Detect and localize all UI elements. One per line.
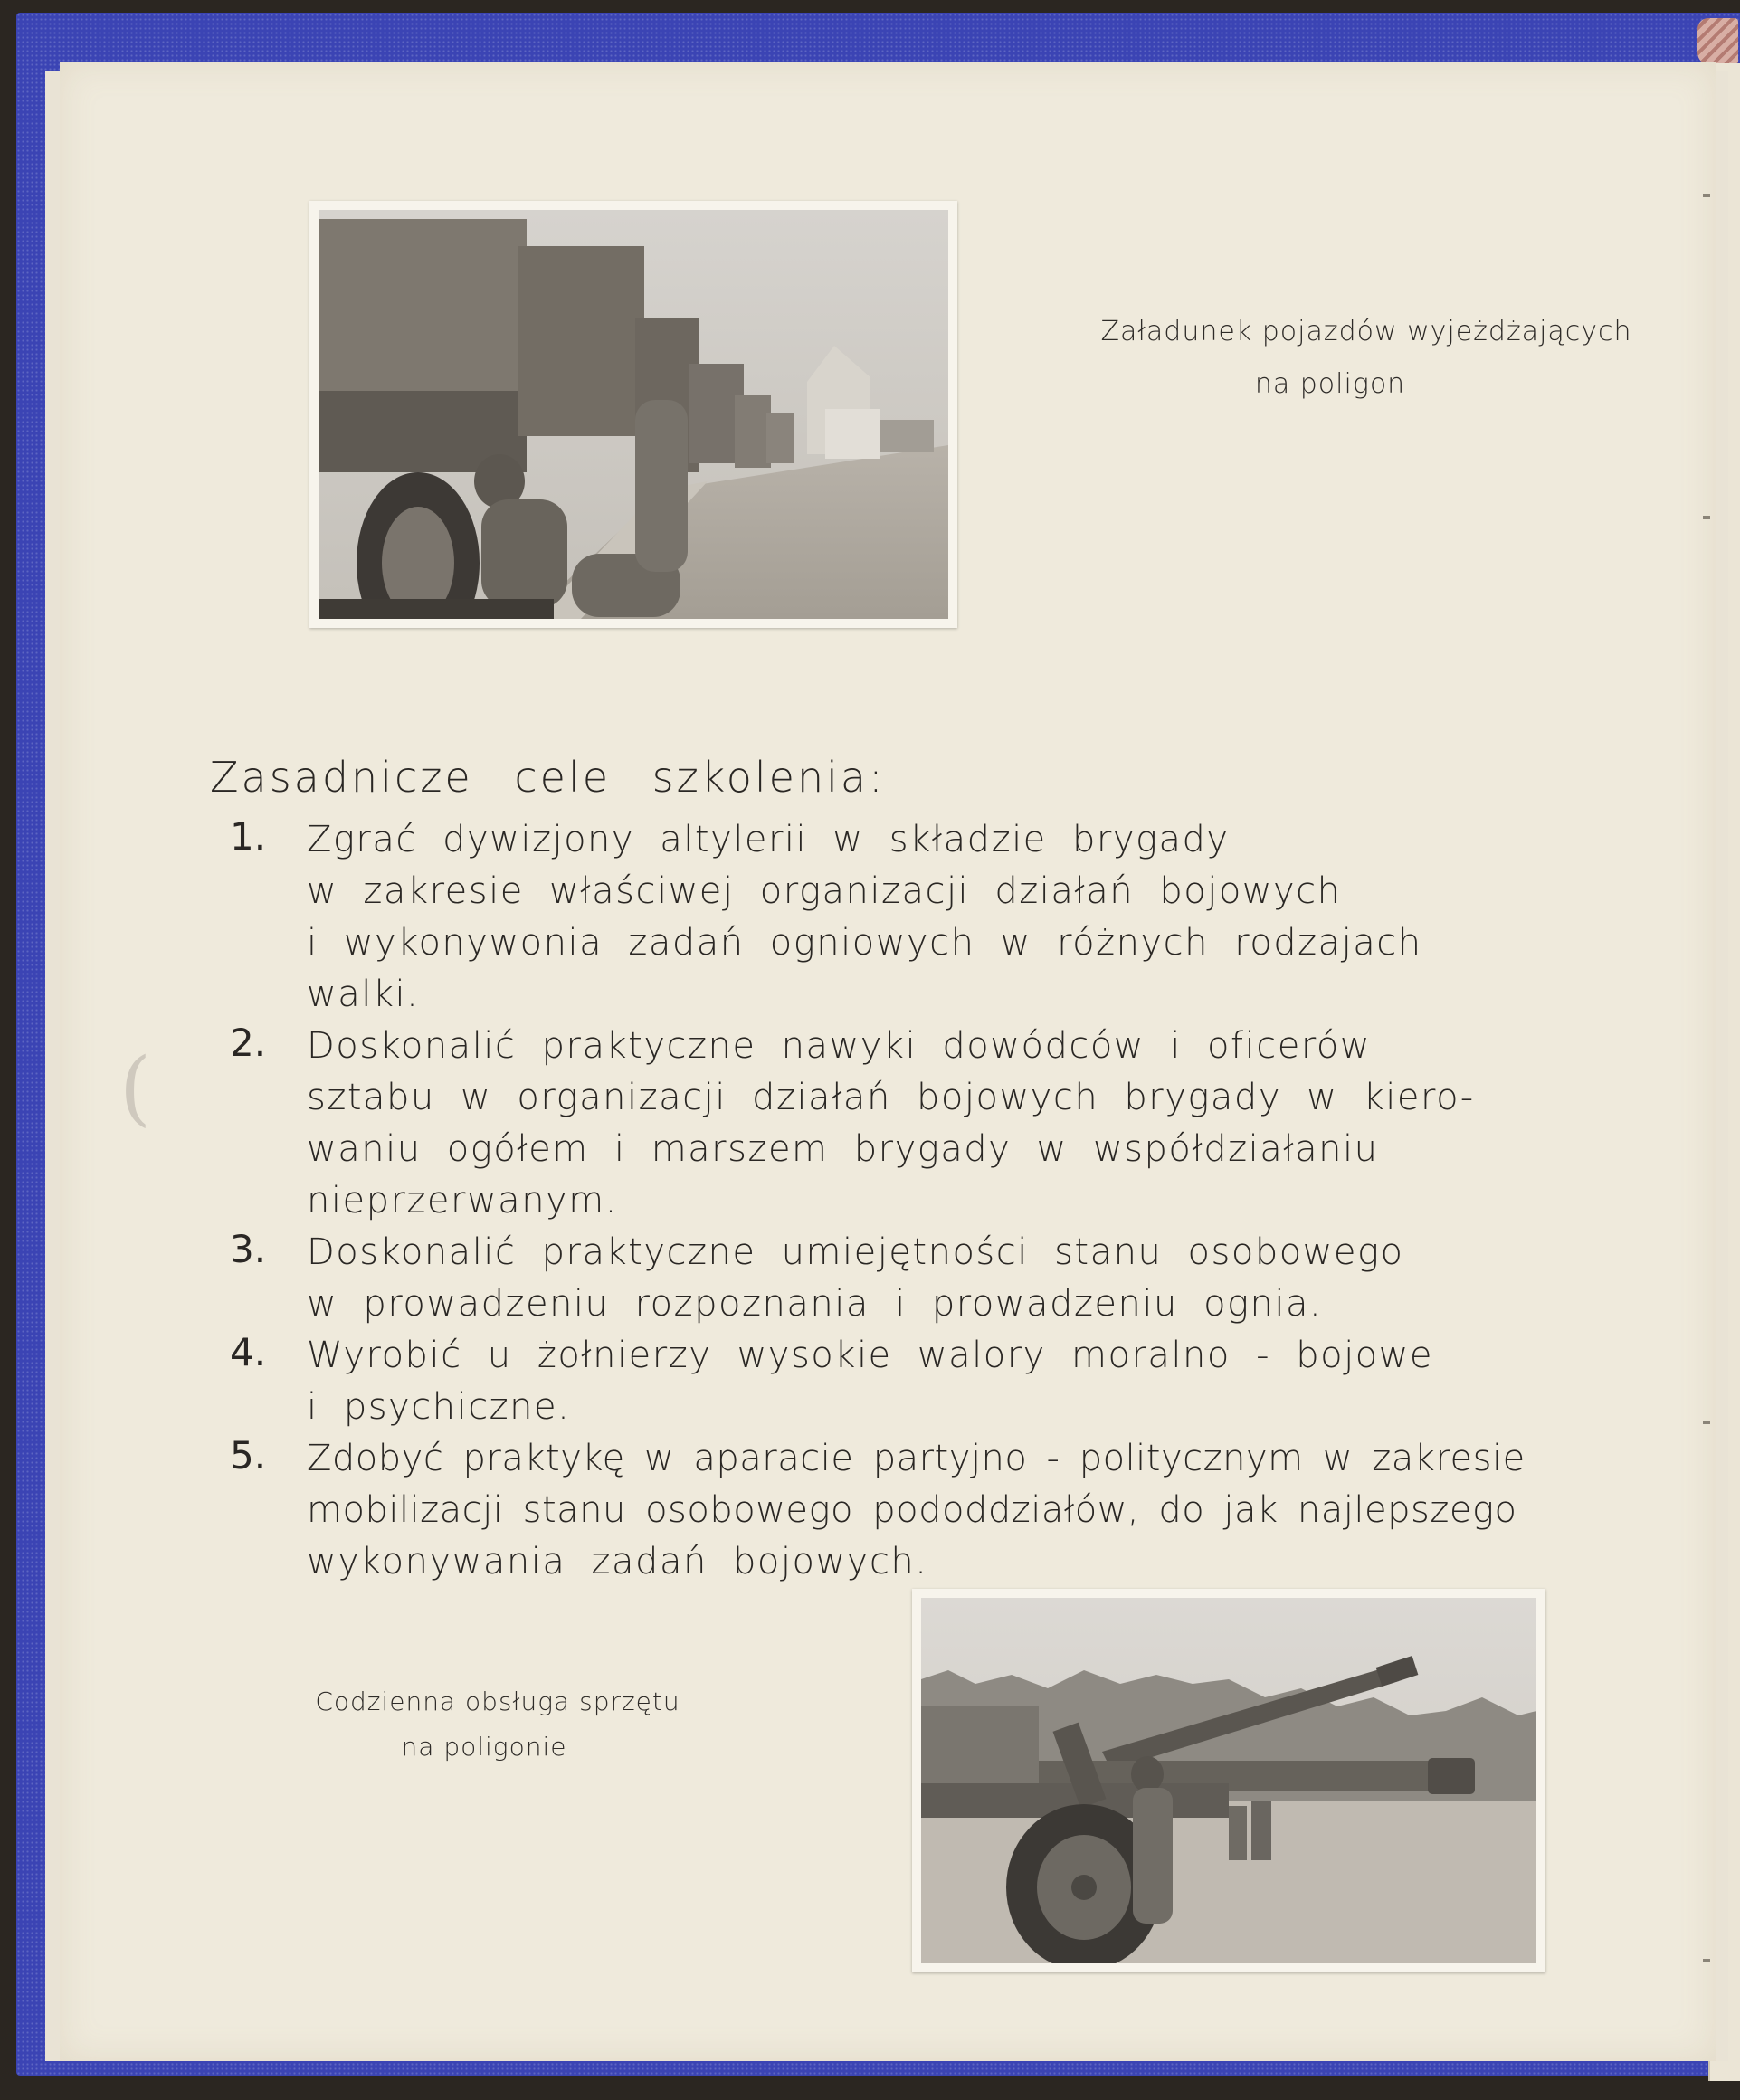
bookmark-ribbon (1697, 18, 1738, 65)
goal-line: Wyrobić u żołnierzy wysokie walory moralno - bojowe (307, 1335, 1433, 1376)
goal-number: 2. (230, 1021, 267, 1065)
trucks-loading-photo (319, 210, 948, 619)
artillery-guns-photo (921, 1598, 1536, 1963)
spine-stitch (1703, 1959, 1710, 1962)
goal-number: 3. (230, 1227, 267, 1271)
goal-item (230, 814, 1723, 1021)
training-goals-list (230, 814, 1723, 1588)
goal-number: 5. (230, 1433, 267, 1478)
goal-item (230, 1433, 1723, 1588)
caption-line: na poligonie (401, 1732, 567, 1762)
goal-line: Doskonalić praktyczne umiejętności stanu osobowego (307, 1231, 1404, 1273)
goal-line: i psychiczne. (307, 1386, 571, 1428)
top-photo (309, 201, 957, 628)
goal-number: 1. (230, 814, 267, 859)
goal-line: mobilizacji stanu osobowego pododdziałów, do jak najlepszego (307, 1489, 1517, 1531)
caption-line: na poligon (1254, 368, 1406, 400)
goal-item (230, 1330, 1723, 1433)
goal-line: i wykonywonia zadań ogniowych w różnych rodzajach (307, 922, 1422, 964)
bottom-photo-caption (217, 1679, 778, 1770)
goal-line: sztabu w organizacji działań bojowych brygady w kiero- (307, 1077, 1475, 1118)
goal-number: 4. (230, 1330, 267, 1374)
goal-line: nieprzerwanym. (307, 1180, 618, 1221)
goal-line: walki. (307, 974, 420, 1015)
spine-stitch (1703, 194, 1710, 197)
spine-stitch (1703, 516, 1710, 519)
goal-line: wykonywania zadań bojowych. (307, 1541, 928, 1582)
top-photo-caption (1050, 306, 1683, 411)
caption-line: Codzienna obsługa sprzętu (315, 1687, 680, 1716)
goal-item (230, 1227, 1723, 1330)
goal-line: w zakresie właściwej organizacji działań bojowych (307, 870, 1342, 912)
goal-line: Zgrać dywizjony altylerii w składzie brygady (307, 819, 1230, 860)
goal-item (230, 1021, 1723, 1227)
goal-line: w prowadzeniu rozpoznania i prowadzeniu ognia. (307, 1283, 1323, 1325)
caption-line: Załadunek pojazdów wyjeżdżających (1100, 316, 1632, 347)
section-heading: Zasadnicze cele szkolenia: (210, 753, 886, 802)
goal-line: waniu ogółem i marszem brygady w współdziałaniu (307, 1128, 1379, 1170)
goal-line: Doskonalić praktyczne nawyki dowódców i oficerów (307, 1025, 1372, 1067)
bottom-photo (912, 1589, 1545, 1972)
pencil-mark: ( (119, 1040, 152, 1136)
goal-line: Zdobyć praktykę w aparacie partyjno - politycznym w zakresie (307, 1438, 1526, 1479)
